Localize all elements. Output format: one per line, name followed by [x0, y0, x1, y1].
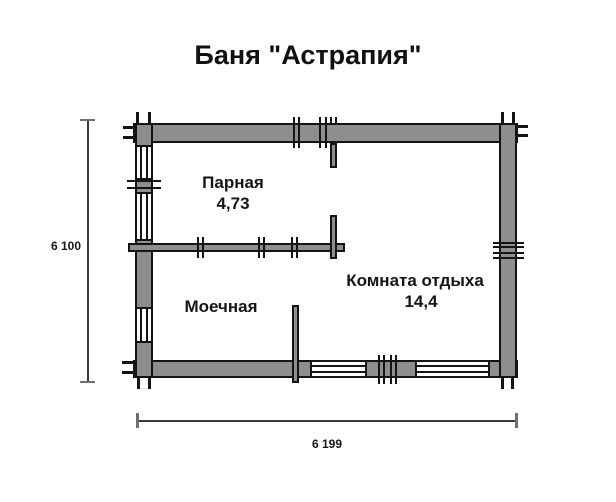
log-joint-tick — [202, 237, 204, 258]
dimension-cap — [136, 413, 139, 428]
interior-wall-parnaya-lower — [330, 215, 337, 259]
corner-tick — [137, 377, 140, 389]
bottom-wall-window-1 — [310, 360, 367, 378]
corner-tick — [148, 112, 151, 124]
log-joint-tick — [395, 355, 397, 384]
log-joint-tick — [378, 355, 380, 384]
right-wall — [499, 123, 517, 378]
bottom-wall-window-2 — [415, 360, 490, 378]
corner-tick — [122, 371, 135, 374]
log-joint-tick — [493, 257, 524, 259]
corner-tick — [516, 134, 528, 137]
room-area-komnata-otdyha: 14,4 — [404, 292, 438, 312]
left-wall-window-1 — [135, 145, 153, 180]
corner-tick — [501, 377, 504, 389]
log-joint-tick — [493, 246, 524, 248]
log-joint-tick — [325, 117, 327, 148]
log-joint-tick — [291, 237, 293, 258]
log-joint-tick — [493, 252, 524, 254]
log-joint-tick — [263, 237, 265, 258]
corner-tick — [501, 112, 504, 124]
log-joint-tick — [493, 242, 524, 244]
corner-tick — [512, 112, 515, 124]
room-label-komnata-otdyha: Комната отдыха — [346, 271, 484, 291]
left-wall-window-2 — [135, 192, 153, 241]
log-joint-tick — [298, 117, 300, 148]
corner-tick — [136, 112, 139, 124]
dimension-cap — [515, 413, 518, 428]
interior-wall-moechnaya-komnata — [292, 305, 299, 383]
log-joint-tick — [258, 237, 260, 258]
room-label-parnaya: Парная — [202, 173, 264, 193]
corner-tick — [511, 377, 514, 389]
left-wall-joint-tick — [127, 180, 161, 182]
width-dimension-line — [138, 420, 517, 422]
left-wall-window-3 — [135, 307, 153, 343]
corner-tick — [123, 126, 136, 129]
log-joint-tick — [296, 237, 298, 258]
room-area-parnaya: 4,73 — [216, 194, 250, 214]
room-label-moechnaya: Моечная — [184, 297, 258, 317]
left-wall-joint-tick — [127, 187, 161, 189]
corner-tick — [148, 377, 151, 389]
corner-tick — [122, 361, 135, 364]
height-dimension-label: 6 100 — [50, 239, 82, 254]
log-joint-tick — [330, 117, 332, 124]
log-joint-tick — [293, 117, 295, 148]
corner-tick — [123, 136, 136, 139]
dimension-cap — [80, 381, 95, 383]
interior-wall-parnaya-upper — [330, 143, 337, 168]
height-dimension-line — [87, 120, 89, 382]
log-joint-tick — [390, 355, 392, 384]
log-joint-tick — [335, 117, 337, 124]
plan-title: Баня "Астрапия" — [194, 40, 422, 70]
log-joint-tick — [197, 237, 199, 258]
log-joint-tick — [319, 117, 321, 148]
interior-wall-parnaya-moechnaya — [128, 243, 345, 252]
width-dimension-label: 6 199 — [311, 437, 343, 452]
corner-tick — [516, 125, 528, 128]
log-joint-tick — [383, 355, 385, 384]
dimension-cap — [80, 119, 95, 121]
